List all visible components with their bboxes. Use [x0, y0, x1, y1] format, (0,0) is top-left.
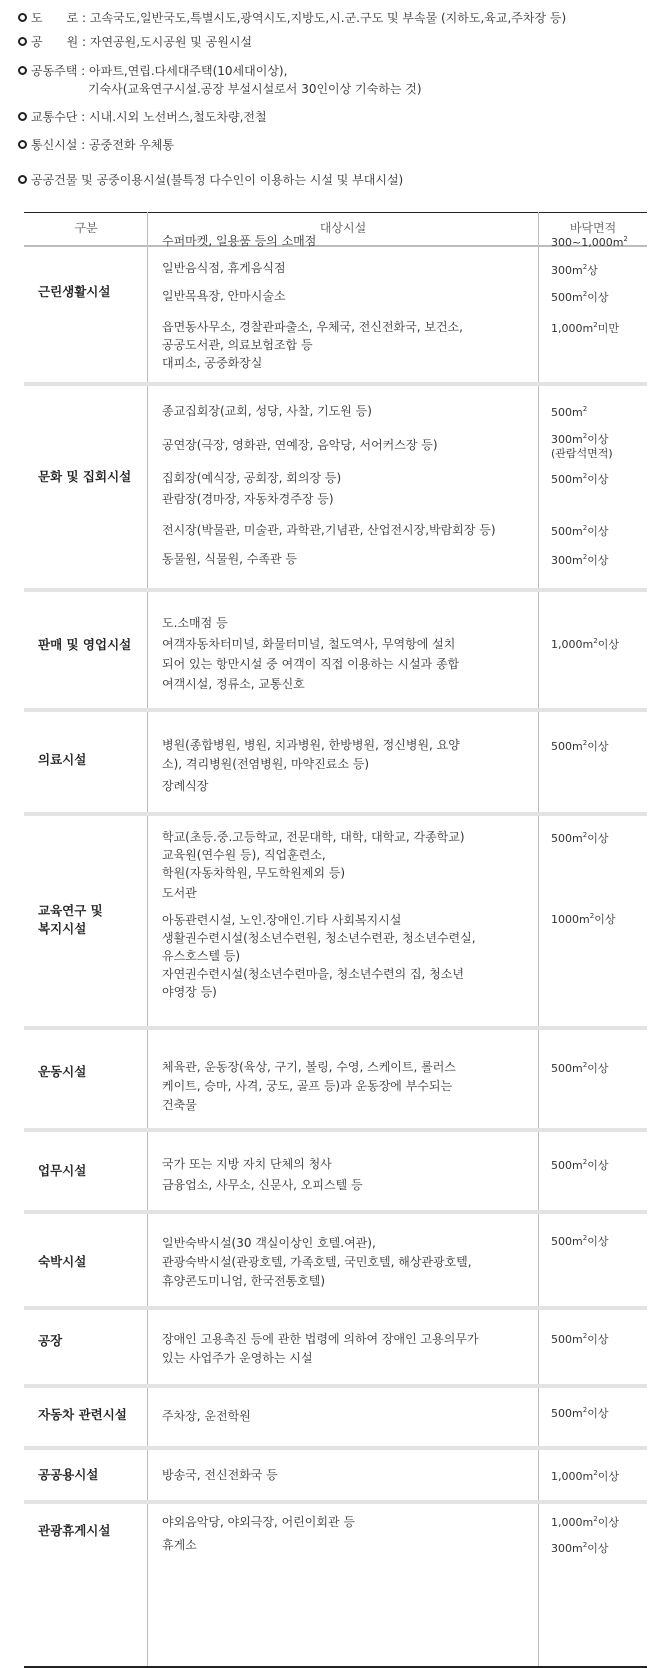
- row-separator: [24, 1026, 647, 1030]
- facility-item: 여객시설, 정류소, 교통신호: [162, 677, 305, 691]
- facility-item: 체육관, 운동장(육상, 구기, 볼링, 수영, 스케이트, 롤러스: [162, 1060, 456, 1074]
- header-area: 바닥면적: [569, 221, 617, 235]
- bullet-icon: [18, 112, 27, 121]
- facility-item: 전시장(박물관, 미술관, 과학관,기념관, 산업전시장,박람회장 등): [162, 523, 496, 537]
- area-value: $500m^2$이상: [551, 1061, 609, 1075]
- facility-item: 종교집회장(교회, 성당, 사찰, 기도원 등): [162, 404, 372, 418]
- category-label: 숙박시설: [38, 1254, 87, 1269]
- facility-item: 장례식장: [162, 779, 209, 793]
- row-separator: [24, 1500, 647, 1504]
- facility-item: 야영장 등): [162, 985, 217, 999]
- facility-item: 금융업소, 사무소, 신문사, 오피스텔 등: [162, 1178, 363, 1192]
- facility-item: 동물원, 식물원, 수족관 등: [162, 552, 297, 566]
- area-value: $500m^2$이상: [551, 1406, 609, 1420]
- facility-item: 휴게소: [162, 1538, 197, 1552]
- bullet-icon: [18, 66, 27, 75]
- facility-item: 주차장, 운전학원: [162, 1409, 251, 1423]
- facility-item: 아동관련시설, 노인.장애인.기타 사회복지시설: [162, 913, 402, 927]
- category-label: 판매 및 영업시설: [38, 637, 132, 652]
- intro-text: 공공건물 및 공중이용시설(불특정 다수인이 이용하는 시설 및 부대시설): [31, 173, 404, 187]
- area-value: $300m^2$이상: [551, 1541, 609, 1555]
- area-value: $1000m^2$이상: [551, 912, 616, 926]
- facility-item: 공공도서관, 의료보험조합 등: [162, 338, 313, 352]
- area-value: $500m^2$이상: [551, 1332, 609, 1346]
- bullet-icon: [18, 13, 27, 22]
- category-label: 근린생활시설: [38, 284, 111, 299]
- facility-item: 교육원(연수원 등), 직업훈련소,: [162, 848, 326, 862]
- row-separator: [24, 382, 647, 386]
- area-value: (관람석면적): [551, 447, 613, 460]
- area-value: $500m^2$이상: [551, 524, 609, 538]
- row-separator: [24, 812, 647, 816]
- facility-item: 읍면동사무소, 경찰관파출소, 우체국, 전신전화국, 보건소,: [162, 320, 463, 334]
- row-separator: [24, 588, 647, 592]
- intro-text-continued: 기숙사(교육연구시설.공장 부설시설로서 30인이상 기숙하는 것): [88, 82, 422, 96]
- category-label: 자동차 관련시설: [38, 1407, 127, 1422]
- facility-item: 케이트, 승마, 사격, 궁도, 골프 등)과 운동장에 부수되는: [162, 1079, 453, 1093]
- facility-item: 자연권수련시설(청소년수련마을, 청소년수련의 집, 청소년: [162, 967, 464, 981]
- area-value: $1,000m^2$이상: [551, 637, 619, 651]
- facility-item: 있는 사업주가 운영하는 시설: [162, 1351, 313, 1365]
- category-label: 공공용시설: [38, 1467, 99, 1482]
- facility-item: 학원(자동차학원, 무도학원제외 등): [162, 866, 346, 880]
- facility-item: 집회장(예식장, 공회장, 회의장 등): [162, 471, 342, 485]
- header-facility: 대상시설: [319, 221, 367, 235]
- bullet-icon: [18, 175, 27, 184]
- facility-item: 도.소매점 등: [162, 616, 228, 630]
- category-label: 관광휴게시설: [38, 1523, 111, 1538]
- area-value: $500m^2$이상: [551, 831, 609, 845]
- facility-item: 대피소, 공중화장실: [162, 356, 263, 370]
- area-value: $1,000m^2$미만: [551, 321, 619, 335]
- row-separator: [24, 1210, 647, 1214]
- intro-text: 통신시설 : 공중전화 우체통: [31, 138, 174, 152]
- area-value: $1,000m^2$이상: [551, 1469, 619, 1483]
- facility-item: 수퍼마켓, 일용품 등의 소매점: [162, 234, 317, 248]
- area-value: $500m^2$이상: [551, 1158, 609, 1172]
- area-value: $500m^2$이상: [551, 472, 609, 486]
- facility-item: 관람장(경마장, 자동차경주장 등): [162, 492, 334, 506]
- area-value: $300m^2$상: [551, 263, 598, 277]
- intro-text: 교통수단 : 시내.시외 노선버스,철도차량,전철: [31, 110, 267, 124]
- row-separator: [24, 1446, 647, 1450]
- area-value: $500m^2$이상: [551, 1234, 609, 1248]
- area-value: $500m^2$: [551, 405, 588, 419]
- row-separator: [24, 1306, 647, 1310]
- facility-item: 일반목욕장, 안마시술소: [162, 289, 286, 303]
- facility-item: 공연장(극장, 영화관, 연예장, 음악당, 서어커스장 등): [162, 438, 438, 452]
- facility-item: 여객자동차터미널, 화물터미널, 철도역사, 무역항에 설치: [162, 637, 456, 651]
- facility-item: 되어 있는 항만시설 중 여객이 직접 이용하는 시설과 종합: [162, 657, 460, 671]
- facility-item: 휴양콘도미니엄, 한국전통호텔): [162, 1274, 326, 1288]
- area-value: $500m^2$이상: [551, 739, 609, 753]
- bullet-icon: [18, 140, 27, 149]
- facility-item: 유스호스텔 등): [162, 949, 241, 963]
- facility-item: 도서관: [162, 886, 197, 900]
- intro-text: 공 원 : 자연공원,도시공원 및 공원시설: [31, 35, 252, 49]
- facility-item: 방송국, 전신전화국 등: [162, 1468, 278, 1482]
- intro-text: 공동주택 : 아파트,연립.다세대주택(10세대이상),: [31, 64, 288, 78]
- area-value: $300m^2$이상: [551, 553, 609, 567]
- header-category: 구분: [74, 221, 98, 235]
- row-separator: [24, 708, 647, 712]
- facility-item: 소), 격리병원(전염병원, 마약진료소 등): [162, 757, 369, 771]
- facility-item: 야외음악당, 야외극장, 어린이회관 등: [162, 1515, 355, 1529]
- facility-item: 건축물: [162, 1098, 197, 1112]
- facility-item: 관광숙박시설(관광호텔, 가족호텔, 국민호텔, 해상관광호텔,: [162, 1255, 472, 1269]
- facility-item: 병원(종합병원, 병원, 치과병원, 한방병원, 정신병원, 요양: [162, 738, 460, 752]
- facility-item: 일반숙박시설(30 객실이상인 호텔.여관),: [162, 1236, 376, 1250]
- area-value: $300m^2$이상: [551, 432, 609, 446]
- category-label: 문화 및 집회시설: [38, 469, 132, 484]
- category-label: 공장: [38, 1333, 63, 1348]
- category-label: 교육연구 및: [38, 903, 103, 918]
- bullet-icon: [18, 37, 27, 46]
- facility-item: 학교(초등.중.고등학교, 전문대학, 대학, 대학교, 각종학교): [162, 830, 465, 844]
- facility-item: 장애인 고용촉진 등에 관한 법령에 의하여 장애인 고용의무가: [162, 1332, 479, 1346]
- category-label: 의료시설: [38, 752, 87, 767]
- category-label: 업무시설: [38, 1163, 87, 1178]
- category-label: 운동시설: [38, 1064, 87, 1079]
- area-value: $1,000m^2$이상: [551, 1515, 619, 1529]
- area-value: $300\sim 1,000m^2$: [551, 235, 628, 249]
- facility-item: 국가 또는 지방 자치 단체의 청사: [162, 1157, 332, 1171]
- row-separator: [24, 1128, 647, 1132]
- intro-text: 도 로 : 고속국도,일반국도,특별시도,광역시도,지방도,시.군.구도 및 부속물 (지하도,육교,주차장 등): [31, 11, 567, 25]
- category-label: 복지시설: [38, 921, 87, 936]
- facility-item: 일반음식점, 휴게음식점: [162, 261, 286, 275]
- facility-item: 생활권수련시설(청소년수련원, 청소년수련관, 청소년수련실,: [162, 931, 476, 945]
- row-separator: [24, 1384, 647, 1388]
- area-value: $500m^2$이상: [551, 290, 609, 304]
